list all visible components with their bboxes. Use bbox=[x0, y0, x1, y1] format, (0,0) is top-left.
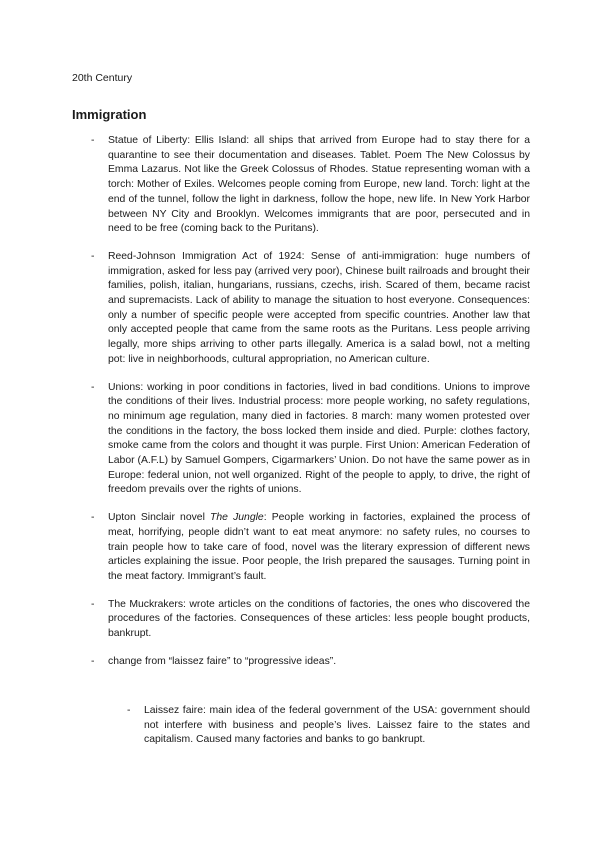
list-item-unions bbox=[72, 381, 530, 499]
list-item-text: The Muckrakers: wrote articles on the conditions of factories, the ones who discovered the procedures of the factories. Consequences of these articles: less people bought products, bankrupt. bbox=[108, 598, 530, 640]
list-item-statue-of-liberty bbox=[72, 134, 530, 237]
sub-list-item-laissez-faire bbox=[72, 704, 530, 748]
list-item-reed-johnson-act bbox=[72, 250, 530, 368]
list-item-text: Reed-Johnson Immigration Act of 1924: Sense of anti-immigration: huge numbers of immigration, asked for less pay (arrived very poor), Chinese built railroads and brought their families, polish, italian, hungarians, russians, czechs, irish. Scared of them, became racist and supremacists. Lack of ability to manage the situation to host everyone. Consequences: only a number of specific people were accepted from specific countries. Another law that only accepted people that came from the same roots as the Puritans. Less people arriving legally, more ships arriving to other parts illegally. America is a salad bowl, not a melting pot: live in neighborhoods, cultural appropriation, no American culture. bbox=[108, 250, 530, 365]
bullet-marker: - bbox=[91, 598, 95, 610]
book-title: The Jungle bbox=[210, 512, 264, 524]
list-item-text: change from “laissez faire” to “progressive ideas”. bbox=[108, 655, 337, 667]
sub-bullet-marker: - bbox=[127, 705, 131, 716]
sub-bullet-list bbox=[72, 704, 530, 748]
list-item-text-before: Upton Sinclair novel bbox=[108, 512, 211, 524]
section-title: Immigration bbox=[72, 107, 147, 122]
bullet-marker: - bbox=[91, 250, 95, 262]
list-item-upton-sinclair bbox=[72, 511, 530, 585]
bullet-marker: - bbox=[91, 512, 95, 524]
list-item-text: Statue of Liberty: Ellis Island: all ships that arrived from Europe had to stay there for a quarantine to see their documentation and diseases. Tablet. Poem The New Colossus by Emma Lazarus. Not like the Greek Colossus of Rhodes. Statue representing woman with a torch: Mother of Exiles. Welcomes people coming from Europe, new land. Torch: light at the end of the tunnel, follow the light in darkness, follow the hope, new life. In New York Harbor between NY City and Brooklyn. Welcomes immigrants that are poor, persecuted and in need to be free (coming back to the Puritans). bbox=[108, 135, 530, 235]
list-item-laissez-faire-change bbox=[72, 655, 530, 670]
list-item-muckrakers bbox=[72, 598, 530, 642]
list-item-text-after: : People working in factories, explained the process of meat, horrifying, people didn’t want to eat meat anymore: no safety rules, no courses to train people how to take care of food, novel was the literary expression of different news articles explaining the issue. Poor people, the Irish prepared the sausages. Turning point in the meat factory. Immigrant’s fault. bbox=[108, 512, 530, 582]
bullet-marker: - bbox=[91, 655, 95, 667]
document-header: 20th Century bbox=[72, 72, 133, 84]
sub-list-item-text: Laissez faire: main idea of the federal government of the USA: government should not interfere with business and people’s lives. Laissez faire to the states and capitalism. Caused many factories and banks to go bankrupt. bbox=[144, 705, 530, 746]
list-item-text: Unions: working in poor conditions in factories, lived in bad conditions. Unions to improve the conditions of their lives. Industrial process: more people working, no safety regulations, no minimum age regulation, many died in factories. 8 march: many women protested over the conditions in the factory, the boss locked them inside and died. Purple: clothes factory, smoke came from the colors and thought it was purple. First Union: American Federation of Labor (A.F.L) by Samuel Gompers, Cigarmarkers’ Union. Do not have the same power as in Europe: federal union, not well organized. Right of the people to apply, to drive, the right of freedom prevails over the rights of unions. bbox=[108, 381, 530, 496]
bullet-marker: - bbox=[91, 381, 95, 393]
bullet-marker: - bbox=[91, 135, 95, 146]
bullet-list bbox=[72, 134, 530, 683]
